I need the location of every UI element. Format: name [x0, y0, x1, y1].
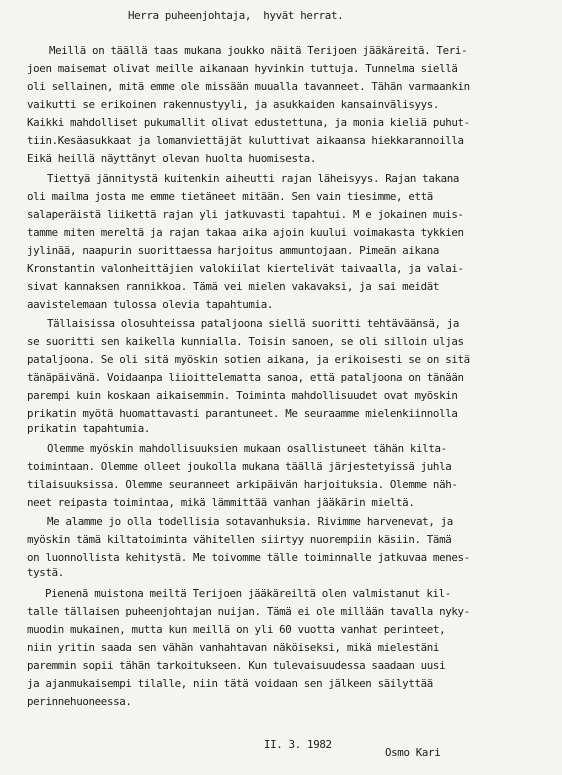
- paragraph-1-line-1: Meillä on täällä taas mukana joukko näitä Terijoen jääkäreitä. Teri-: [49, 44, 468, 57]
- paragraph-1-line-7: Eikä heillä näyttänyt olevan huolta huomisesta.: [27, 152, 317, 165]
- greeting: Herra puheenjohtaja, hyvät herrat.: [128, 9, 344, 22]
- paragraph-3-line-3: pataljoona. Se oli sitä myöskin sotien aikana, ja erikoisesti se on sitä: [27, 353, 470, 366]
- paragraph-2-line-7: sivat kannaksen rannikkoa. Tämä vei mielen vakavaksi, ja sai meidät: [27, 280, 440, 293]
- paragraph-4-line-4: neet reipasta toimintaa, mikä lämmittää vanhan jääkärin mieltä.: [27, 496, 415, 509]
- paragraph-3-line-4: tänäpäivänä. Voidaanpa liioittelematta sanoa, että pataljoona on tänään: [27, 371, 464, 384]
- paragraph-4-line-3: tilaisuuksissa. Olemme seuranneet arkipäivän harjoituksia. Olemme näh-: [27, 478, 458, 491]
- paragraph-5-line-3: on luonnollista kehitystä. Me toivomme tälle toiminnalle jatkuvaa menes-: [27, 551, 470, 564]
- paragraph-4-line-2: toimintaan. Olemme olleet joukolla mukana täällä järjestetyissä juhla: [27, 460, 452, 473]
- paragraph-6-line-4: niin yritin saada sen vähän vanhahtavan näköiseksi, mikä mielestäni: [27, 641, 440, 654]
- paragraph-6-line-6: ja ajanmukaisempi tilalle, niin tätä voidaan sen jälkeen säilyttää: [27, 677, 433, 690]
- signature: Osmo Kari: [385, 746, 441, 759]
- paragraph-3-line-6: prikatin myötä huomattavasti parantuneet. Me seuraamme mielenkiinnolla: [27, 407, 458, 420]
- date: II. 3. 1982: [264, 738, 332, 751]
- paragraph-3-line-2: se suoritti sen kaikella kunnialla. Toisin sanoen, se oli silloin uljas: [27, 335, 464, 348]
- paragraph-2-line-6: Kronstantin valonheittäjien valokiilat kiertelivät taivaalla, ja valai-: [27, 262, 464, 275]
- paragraph-3-line-1: Tällaisissa olosuhteissa pataljoona siellä suoritti tehtäväänsä, ja: [47, 317, 460, 330]
- paragraph-1-line-3: oli sellainen, mitä emme ole missään muualla tavanneet. Tähän varmaankin: [27, 80, 470, 93]
- paragraph-6-line-5: paremmin sopii tähän tarkoitukseen. Kun tulevaisuudessa saadaan uusi: [27, 659, 446, 672]
- paragraph-3-line-5: parempi kuin koskaan aikaisemmin. Toiminta mahdollisuudet ovat myöskin: [27, 389, 458, 402]
- paragraph-6-line-1: Pienenä muistona meiltä Terijoen jääkäreiltä olen valmistanut kil-: [45, 587, 451, 600]
- paragraph-2-line-5: jylinää, naapurin suorittaessa harjoitus ammuntojaan. Pimeän aikana: [27, 244, 440, 257]
- paragraph-2-line-8: aavistelemaan tulossa olevia tapahtumia.: [27, 298, 274, 311]
- paragraph-2-line-1: Tiettyä jännitystä kuitenkin aiheutti rajan läheisyys. Rajan takana: [47, 172, 460, 185]
- paragraph-6-line-7: perinnehuoneessa.: [27, 695, 132, 708]
- paragraph-5-line-1: Me alamme jo olla todellisia sotavanhuksia. Rivimme harvenevat, ja: [47, 515, 453, 528]
- paragraph-1-line-5: Kaikki mahdolliset pukumallit olivat edustettuna, ja monia kieliä puhut-: [27, 116, 470, 129]
- paragraph-5-line-2: myöskin tämä kiltatoiminta vähitellen siirtyy nuorempiin käsiin. Tämä: [27, 533, 452, 546]
- paragraph-1-line-4: vaikutti se erikoinen rakennustyyli, ja asukkaiden kansainvälisyys.: [27, 98, 440, 111]
- paragraph-2-line-3: salaperäistä liikettä rajan yli jatkuvasti tapahtui. M e jokainen muis-: [27, 208, 464, 221]
- paragraph-2-line-2: oli mailma josta me emme tietäneet mitään. Sen vain tiesimme, että: [27, 190, 433, 203]
- paragraph-1-line-2: joen maisemat olivat meille aikanaan hyvinkin tuttuja. Tunnelma siellä: [27, 62, 458, 75]
- paragraph-6-line-3: muodin mukainen, mutta kun meillä on yli 60 vuotta vanhat perinteet,: [27, 623, 446, 636]
- paragraph-1-line-6: tiin.Kesäasukkaat ja lomanviettäjät kuluttivat aikaansa hiekkarannoilla: [27, 134, 464, 147]
- paragraph-4-line-1: Olemme myöskin mahdollisuuksien mukaan osallistuneet tähän kilta-: [47, 442, 447, 455]
- paragraph-2-line-4: tamme miten mereltä ja rajan takaa aika ajoin kuului voimakasta tykkien: [27, 226, 464, 239]
- paragraph-3-line-7: prikatin tapahtumia.: [27, 422, 151, 435]
- paragraph-6-line-2: talle tällaisen puheenjohtajan nuijan. Tämä ei ole millään tavalla nyky-: [27, 605, 470, 618]
- paragraph-5-line-4: tystä.: [27, 566, 64, 579]
